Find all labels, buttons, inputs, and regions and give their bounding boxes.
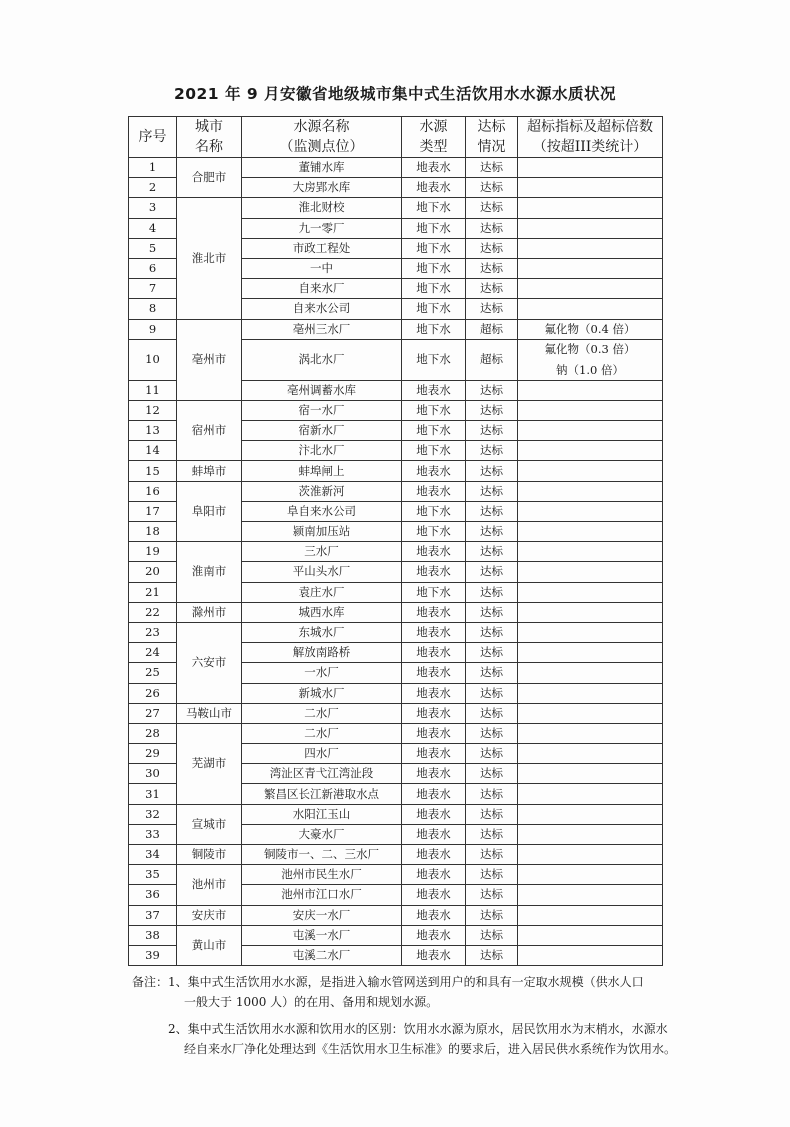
row-number: 28 [129, 723, 177, 743]
header-type: 水源 类型 [402, 117, 466, 158]
exceed-info [518, 663, 663, 683]
row-number: 5 [129, 238, 177, 258]
row-number: 34 [129, 845, 177, 865]
exceed-info [518, 744, 663, 764]
source-type: 地表水 [402, 744, 466, 764]
exceed-info [518, 824, 663, 844]
water-quality-table [128, 116, 663, 966]
status: 达标 [466, 643, 518, 663]
row-number: 22 [129, 602, 177, 622]
status: 达标 [466, 622, 518, 642]
row-number: 15 [129, 461, 177, 481]
table-row [129, 602, 663, 622]
header-no: 序号 [129, 117, 177, 158]
status: 达标 [466, 683, 518, 703]
exceed-info [518, 339, 663, 380]
exceed-info [518, 421, 663, 441]
source-name: 董铺水库 [242, 158, 402, 178]
status: 达标 [466, 238, 518, 258]
exceed-info [518, 562, 663, 582]
source-type: 地下水 [402, 258, 466, 278]
row-number: 3 [129, 198, 177, 218]
status: 达标 [466, 804, 518, 824]
source-name: 安庆一水厂 [242, 905, 402, 925]
source-name: 东城水厂 [242, 622, 402, 642]
status: 达标 [466, 421, 518, 441]
status: 超标 [466, 339, 518, 380]
row-number: 27 [129, 703, 177, 723]
row-number: 32 [129, 804, 177, 824]
exceed-info [518, 258, 663, 278]
source-name: 宿新水厂 [242, 421, 402, 441]
city-name: 黄山市 [177, 925, 242, 965]
source-name: 颍南加压站 [242, 522, 402, 542]
source-type: 地下水 [402, 299, 466, 319]
status: 达标 [466, 218, 518, 238]
city-name: 宿州市 [177, 400, 242, 461]
row-number: 1 [129, 158, 177, 178]
exceed-info [518, 380, 663, 400]
status: 达标 [466, 824, 518, 844]
source-type: 地下水 [402, 501, 466, 521]
source-name: 九一零厂 [242, 218, 402, 238]
exceed-info [518, 158, 663, 178]
status: 达标 [466, 602, 518, 622]
source-name: 蚌埠闸上 [242, 461, 402, 481]
status: 达标 [466, 744, 518, 764]
source-name: 湾沚区青弋江湾沚段 [242, 764, 402, 784]
exceed-info [518, 441, 663, 461]
source-name: 汴北水厂 [242, 441, 402, 461]
row-number: 39 [129, 945, 177, 965]
row-number: 11 [129, 380, 177, 400]
exceed-line: 氟化物（0.3 倍） [544, 341, 636, 356]
source-name: 解放南路桥 [242, 643, 402, 663]
source-type: 地表水 [402, 804, 466, 824]
city-name: 铜陵市 [177, 845, 242, 865]
table-row [129, 865, 663, 885]
exceed-info [518, 198, 663, 218]
source-type: 地下水 [402, 522, 466, 542]
source-type: 地表水 [402, 622, 466, 642]
source-name: 二水厂 [242, 723, 402, 743]
exceed-info [518, 400, 663, 420]
exceed-info [518, 481, 663, 501]
row-number: 31 [129, 784, 177, 804]
source-type: 地下水 [402, 279, 466, 299]
row-number: 33 [129, 824, 177, 844]
source-name: 茨淮新河 [242, 481, 402, 501]
city-name: 合肥市 [177, 158, 242, 198]
status: 达标 [466, 178, 518, 198]
source-type: 地表水 [402, 885, 466, 905]
table-row [129, 804, 663, 824]
source-type: 地表水 [402, 945, 466, 965]
city-name: 六安市 [177, 622, 242, 703]
source-type: 地表水 [402, 663, 466, 683]
source-type: 地表水 [402, 703, 466, 723]
status: 达标 [466, 158, 518, 178]
table-row [129, 845, 663, 865]
source-type: 地下水 [402, 218, 466, 238]
table-row [129, 198, 663, 218]
city-name: 马鞍山市 [177, 703, 242, 723]
status: 达标 [466, 723, 518, 743]
status: 达标 [466, 461, 518, 481]
exceed-info: 氟化物（0.4 倍） [518, 319, 663, 339]
header-exceed: 超标指标及超标倍数 （按超III类统计） [518, 117, 663, 158]
row-number: 21 [129, 582, 177, 602]
note-1: 备注：1、集中式生活饮用水水源，是指进入输水管网送到用户的和具有一定取水规模（供水人口 [132, 975, 644, 989]
city-name: 池州市 [177, 865, 242, 905]
table-row [129, 400, 663, 420]
source-type: 地表水 [402, 683, 466, 703]
source-type: 地表水 [402, 784, 466, 804]
status: 达标 [466, 441, 518, 461]
exceed-info [518, 643, 663, 663]
status: 达标 [466, 582, 518, 602]
source-name: 涡北水厂 [242, 339, 402, 380]
row-number: 37 [129, 905, 177, 925]
city-name: 淮南市 [177, 542, 242, 603]
source-type: 地表水 [402, 380, 466, 400]
status: 达标 [466, 945, 518, 965]
source-name: 阜自来水公司 [242, 501, 402, 521]
source-name: 淮北财校 [242, 198, 402, 218]
table-row [129, 319, 663, 339]
note-2: 2、集中式生活饮用水水源和饮用水的区别：饮用水水源为原水，居民饮用水为末梢水，水源水 [168, 1022, 668, 1036]
row-number: 8 [129, 299, 177, 319]
table-row [129, 905, 663, 925]
table-row [129, 481, 663, 501]
source-name: 袁庄水厂 [242, 582, 402, 602]
source-type: 地下水 [402, 198, 466, 218]
row-number: 14 [129, 441, 177, 461]
source-type: 地表水 [402, 178, 466, 198]
status: 达标 [466, 380, 518, 400]
source-name: 宿一水厂 [242, 400, 402, 420]
row-number: 17 [129, 501, 177, 521]
source-name: 大房郢水库 [242, 178, 402, 198]
source-type: 地表水 [402, 845, 466, 865]
city-name: 滁州市 [177, 602, 242, 622]
note-1-continued: 一般大于 1000 人）的在用、备用和规划水源。 [184, 995, 439, 1009]
exceed-info [518, 683, 663, 703]
source-type: 地表水 [402, 481, 466, 501]
city-name: 芜湖市 [177, 723, 242, 804]
row-number: 30 [129, 764, 177, 784]
source-type: 地下水 [402, 421, 466, 441]
source-name: 自来水厂 [242, 279, 402, 299]
city-name: 淮北市 [177, 198, 242, 319]
status: 达标 [466, 562, 518, 582]
source-type: 地下水 [402, 339, 466, 380]
source-type: 地下水 [402, 238, 466, 258]
status: 达标 [466, 905, 518, 925]
row-number: 16 [129, 481, 177, 501]
city-name: 阜阳市 [177, 481, 242, 542]
source-name: 城西水库 [242, 602, 402, 622]
notes [132, 972, 692, 1059]
exceed-info [518, 178, 663, 198]
row-number: 29 [129, 744, 177, 764]
status: 达标 [466, 784, 518, 804]
source-name: 屯溪一水厂 [242, 925, 402, 945]
exceed-info [518, 764, 663, 784]
city-name: 安庆市 [177, 905, 242, 925]
status: 达标 [466, 400, 518, 420]
source-name: 自来水公司 [242, 299, 402, 319]
status: 达标 [466, 198, 518, 218]
source-name: 四水厂 [242, 744, 402, 764]
source-type: 地表水 [402, 723, 466, 743]
source-type: 地表水 [402, 865, 466, 885]
source-type: 地表水 [402, 643, 466, 663]
status: 达标 [466, 522, 518, 542]
exceed-info [518, 582, 663, 602]
status: 达标 [466, 845, 518, 865]
source-type: 地表水 [402, 602, 466, 622]
exceed-info [518, 905, 663, 925]
status: 达标 [466, 885, 518, 905]
row-number: 12 [129, 400, 177, 420]
row-number: 20 [129, 562, 177, 582]
source-type: 地表水 [402, 764, 466, 784]
status: 达标 [466, 925, 518, 945]
table-row [129, 703, 663, 723]
source-name: 池州市江口水厂 [242, 885, 402, 905]
exceed-info [518, 461, 663, 481]
source-name: 大豪水厂 [242, 824, 402, 844]
source-name: 一水厂 [242, 663, 402, 683]
exceed-info [518, 501, 663, 521]
table-row [129, 925, 663, 945]
exceed-info [518, 865, 663, 885]
row-number: 4 [129, 218, 177, 238]
row-number: 25 [129, 663, 177, 683]
source-type: 地下水 [402, 441, 466, 461]
source-type: 地下水 [402, 319, 466, 339]
source-type: 地表水 [402, 562, 466, 582]
page-title: 2021 年 9 月安徽省地级城市集中式生活饮用水水源水质状况 [173, 85, 617, 103]
source-name: 一中 [242, 258, 402, 278]
row-number: 24 [129, 643, 177, 663]
exceed-info [518, 925, 663, 945]
exceed-info [518, 542, 663, 562]
source-type: 地下水 [402, 582, 466, 602]
source-type: 地表水 [402, 461, 466, 481]
table-header-row [129, 117, 663, 158]
status: 超标 [466, 319, 518, 339]
exceed-info [518, 279, 663, 299]
exceed-info [518, 945, 663, 965]
row-number: 6 [129, 258, 177, 278]
status: 达标 [466, 501, 518, 521]
header-status: 达标 情况 [466, 117, 518, 158]
table-row [129, 158, 663, 178]
source-type: 地表水 [402, 925, 466, 945]
source-type: 地表水 [402, 905, 466, 925]
table-row [129, 622, 663, 642]
source-type: 地表水 [402, 824, 466, 844]
exceed-info [518, 299, 663, 319]
exceed-info [518, 885, 663, 905]
source-name: 繁昌区长江新港取水点 [242, 784, 402, 804]
source-name: 屯溪二水厂 [242, 945, 402, 965]
header-city: 城市 名称 [177, 117, 242, 158]
exceed-info [518, 602, 663, 622]
row-number: 7 [129, 279, 177, 299]
status: 达标 [466, 542, 518, 562]
source-type: 地下水 [402, 400, 466, 420]
source-name: 平山头水厂 [242, 562, 402, 582]
row-number: 38 [129, 925, 177, 945]
exceed-info [518, 238, 663, 258]
exceed-info [518, 218, 663, 238]
city-name: 宣城市 [177, 804, 242, 844]
source-name: 池州市民生水厂 [242, 865, 402, 885]
row-number: 10 [129, 339, 177, 380]
row-number: 36 [129, 885, 177, 905]
status: 达标 [466, 703, 518, 723]
exceed-info [518, 784, 663, 804]
exceed-info [518, 723, 663, 743]
source-type: 地表水 [402, 158, 466, 178]
status: 达标 [466, 663, 518, 683]
row-number: 35 [129, 865, 177, 885]
status: 达标 [466, 299, 518, 319]
source-name: 亳州三水厂 [242, 319, 402, 339]
exceed-info [518, 845, 663, 865]
status: 达标 [466, 258, 518, 278]
exceed-info [518, 804, 663, 824]
source-name: 铜陵市一、二、三水厂 [242, 845, 402, 865]
row-number: 19 [129, 542, 177, 562]
status: 达标 [466, 481, 518, 501]
row-number: 9 [129, 319, 177, 339]
table-row [129, 461, 663, 481]
status: 达标 [466, 279, 518, 299]
note-2-continued: 经自来水厂净化处理达到《生活饮用水卫生标准》的要求后，进入居民供水系统作为饮用水。 [184, 1042, 677, 1056]
source-name: 二水厂 [242, 703, 402, 723]
exceed-line: 钠（1.0 倍） [556, 362, 624, 377]
source-name: 三水厂 [242, 542, 402, 562]
status: 达标 [466, 764, 518, 784]
source-name: 亳州调蓄水库 [242, 380, 402, 400]
city-name: 蚌埠市 [177, 461, 242, 481]
source-name: 新城水厂 [242, 683, 402, 703]
row-number: 26 [129, 683, 177, 703]
row-number: 18 [129, 522, 177, 542]
source-name: 水阳江玉山 [242, 804, 402, 824]
source-name: 市政工程处 [242, 238, 402, 258]
header-source: 水源名称 （监测点位） [242, 117, 402, 158]
table-row [129, 723, 663, 743]
exceed-info [518, 622, 663, 642]
table-row [129, 542, 663, 562]
source-type: 地表水 [402, 542, 466, 562]
row-number: 2 [129, 178, 177, 198]
row-number: 13 [129, 421, 177, 441]
row-number: 23 [129, 622, 177, 642]
exceed-info [518, 522, 663, 542]
city-name: 亳州市 [177, 319, 242, 400]
status: 达标 [466, 865, 518, 885]
exceed-info [518, 703, 663, 723]
